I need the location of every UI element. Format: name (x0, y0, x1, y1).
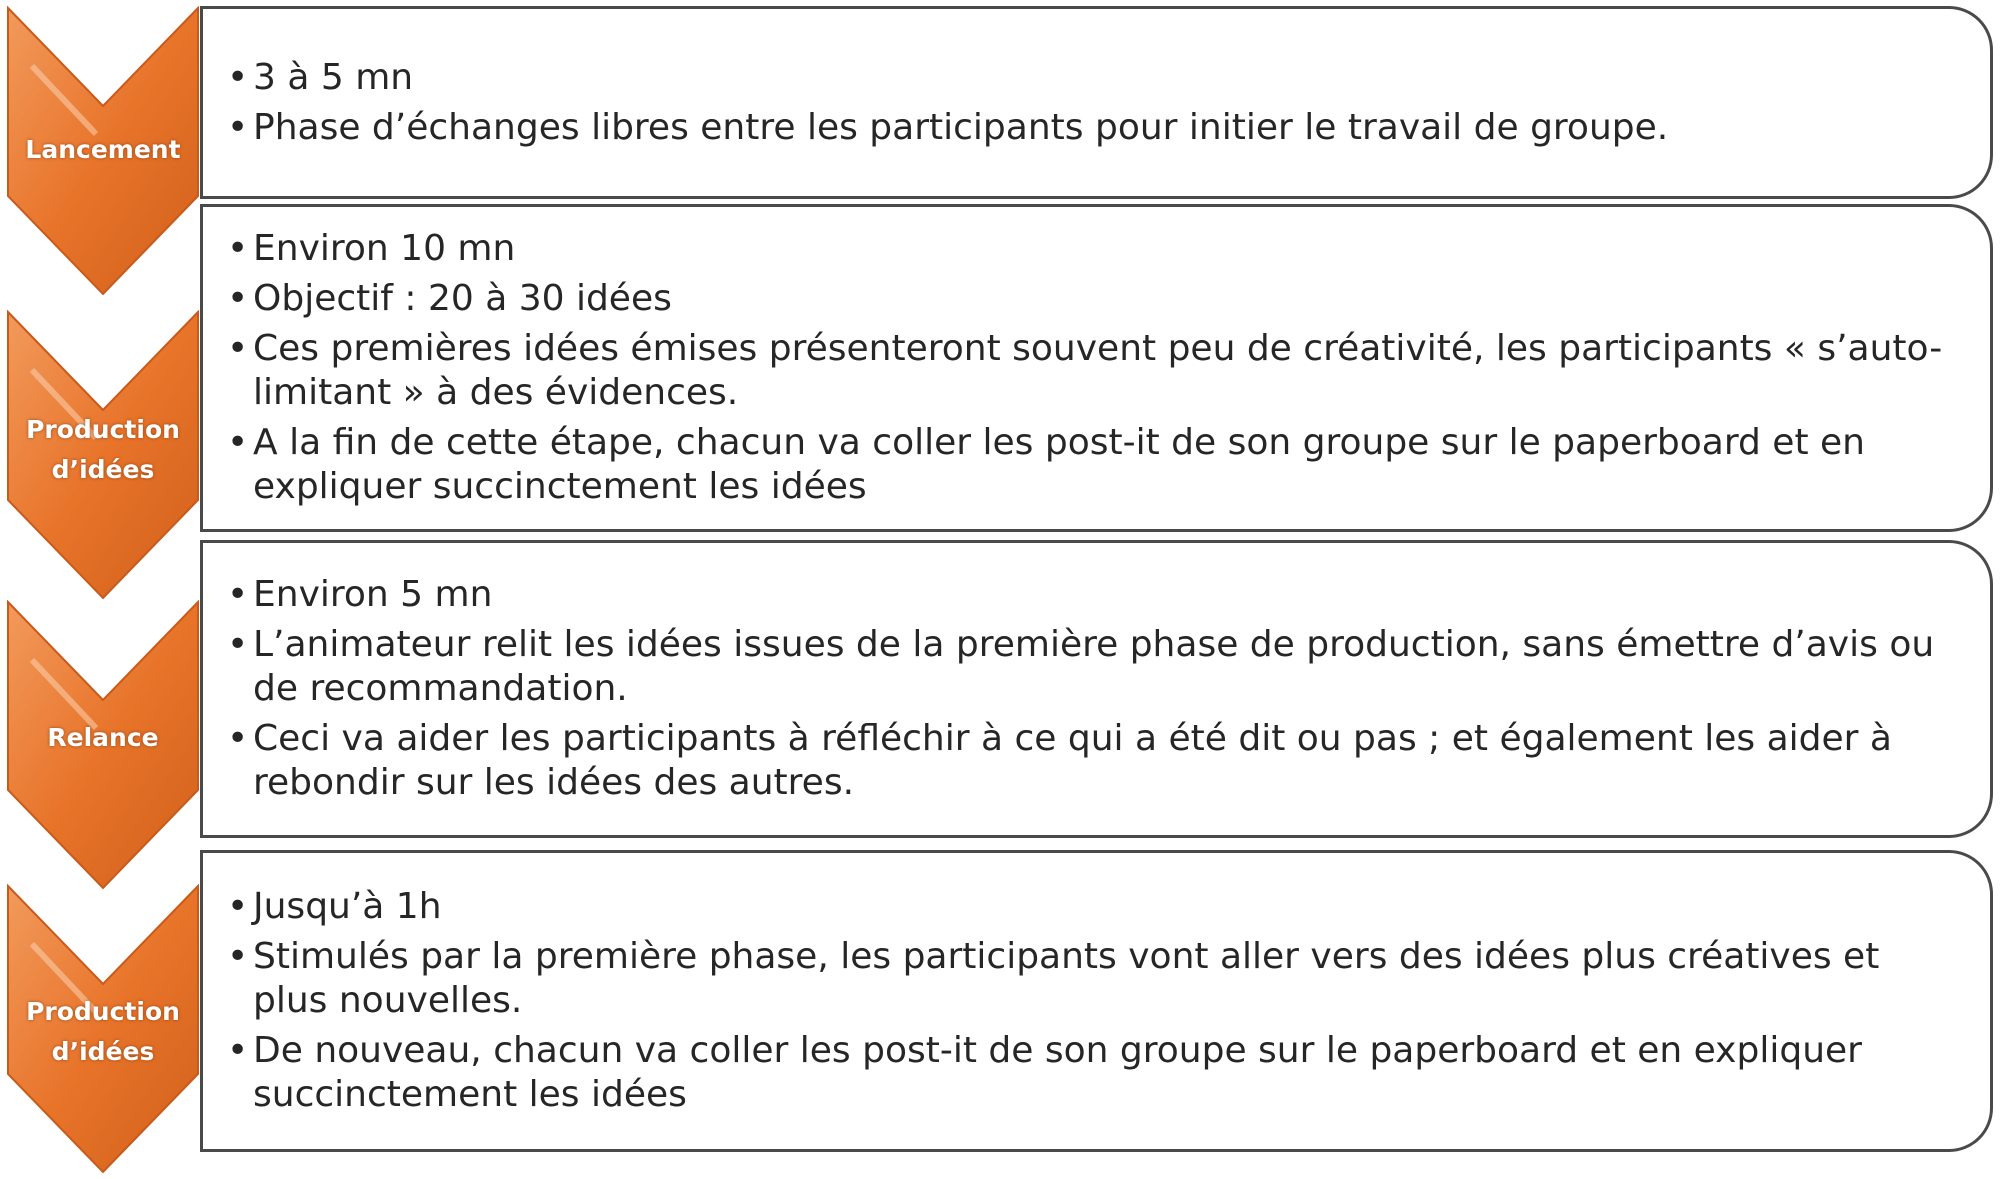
bullet-item: • Environ 5 mn (227, 573, 1960, 617)
bullet-item: • Stimulés par la première phase, les participants vont aller vers des idées plus créatives et plus nouvelles. (227, 935, 1960, 1023)
step-label: Production d’idées (26, 997, 180, 1066)
bullet-item: • Ceci va aider les participants à réfléchir à ce qui a été dit ou pas ; et également les aider à rebondir sur les idées des autres. (227, 717, 1960, 805)
step-box (200, 540, 1993, 838)
step-label: Production d’idées (26, 415, 180, 484)
bullet-item: • Jusqu’à 1h (227, 885, 1960, 929)
step-box (200, 204, 1993, 532)
bullet-item: • L’animateur relit les idées issues de la première phase de production, sans émettre d’avis ou de recommandation. (227, 623, 1960, 711)
step-chevron (6, 600, 200, 890)
bullet-item: • Phase d’échanges libres entre les participants pour initier le travail de groupe. (227, 106, 1960, 150)
step-chevron (6, 310, 200, 600)
step-chevron (6, 884, 200, 1174)
step-label: Relance (47, 723, 159, 752)
bullet-item: • Ces premières idées émises présenteront souvent peu de créativité, les participants « s’auto-limitant » à des évidences. (227, 327, 1960, 415)
step-label: Lancement (25, 135, 181, 164)
step-chevron (6, 6, 200, 296)
bullet-item: • 3 à 5 mn (227, 56, 1960, 100)
step-box (200, 6, 1993, 199)
bullet-item: • Objectif : 20 à 30 idées (227, 277, 1960, 321)
step-box (200, 850, 1993, 1152)
bullet-item: • Environ 10 mn (227, 227, 1960, 271)
bullet-item: • De nouveau, chacun va coller les post-it de son groupe sur le paperboard et en expliquer succinctement les idées (227, 1029, 1960, 1117)
bullet-item: • A la fin de cette étape, chacun va coller les post-it de son groupe sur le paperboard et en expliquer succinctement les idées (227, 421, 1960, 509)
